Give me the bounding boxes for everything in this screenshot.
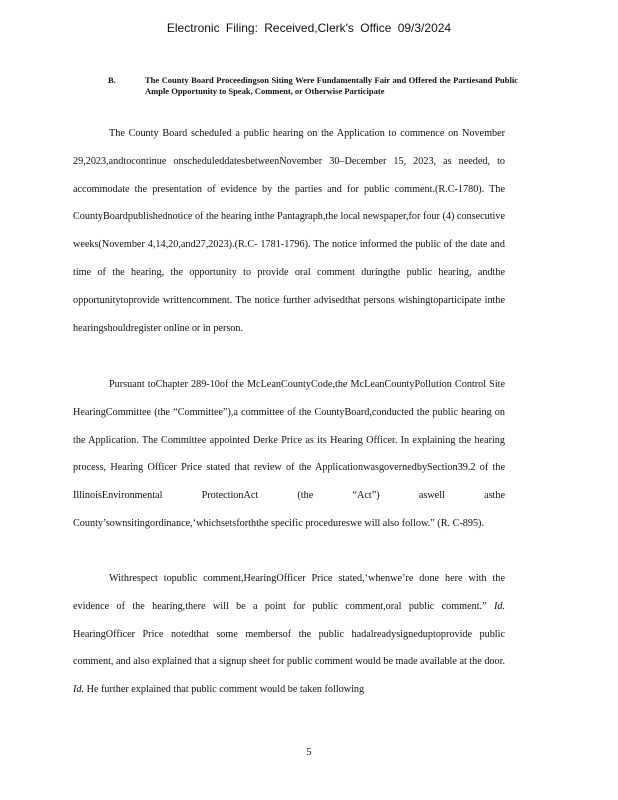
section-heading-text: The County Board Proceedingson Siting Were Fundamentally Fair and Offered the Partiesand Public Ample Opportunity to Speak, Comment, or Otherwise Participate (145, 75, 518, 96)
filing-header: Electronic Filing: Received,Clerk's Office 09/3/2024 (166, 21, 452, 35)
page-number: 5 (306, 747, 312, 758)
paragraph-hearing-schedule-text: The County Board scheduled a public hearing on the Application to commence on November 29,2023,andtocontinue onscheduleddatesbetweenNovember 30–December 15, 2023, as needed, to accommodate the presentation of evidence by the parties and for public comment.(R.C-1780). The CountyBoardpublishednotice of the hearing inthe Pantagraph,the local newspaper,for four (4) consecutive weeks(November 4,14,20,and27,2023).(R.C- 1781-1796). The notice informed the public of the date and time of the hearing, the opportunity to provide oral comment duringthe public hearing, andthe opportunitytoprovide writtencomment. The notice further advisedthat persons wishingtoparticipate inthe hearingshouldregister online or in person. (73, 128, 505, 334)
section-heading-label: B. (108, 75, 116, 85)
paragraph-hearing-committee-text: Pursuant toChapter 289-10of the McLeanCountyCode,the McLeanCountyPollution Control Site HearingCommittee (the “Committee”),a committee of the CountyBoard,conducted the public hearing on the Application. The Committee appointed Derke Price as its Hearing Officer. In explaining the hearing process, Hearing Officer Price stated that review of the ApplicationwasgovernedbySection39.2 of the IllinoisEnvironmental ProtectionAct (the “Act”) aswell asthe County’sownsitingordinance,‘whichsetsforththe specific procedureswe will also follow.” (R. C-895). (73, 379, 505, 529)
paragraph-public-comment-text-c: He further explained that public comment would be taken following (86, 684, 365, 696)
section-heading (108, 75, 518, 96)
citation-id: Id. (73, 684, 85, 696)
citation-id: Id. (493, 600, 506, 612)
paragraph-hearing-committee (73, 371, 505, 538)
paragraph-public-comment-text-b: HearingOfficer Price notedthat some membersof the public hadalreadysigneduptoprovide public comment, and also explained that a signup sheet for public comment would be made available at the door. (73, 628, 505, 668)
paragraph-hearing-schedule (73, 120, 505, 342)
paragraph-public-comment-text-a: Withrespect topublic comment,HearingOfficer Price stated,‘whenwe’re done here with the evidence of the hearing,there will be a point for public comment,oral public comment.” (73, 573, 505, 612)
paragraph-public-comment (73, 565, 505, 704)
